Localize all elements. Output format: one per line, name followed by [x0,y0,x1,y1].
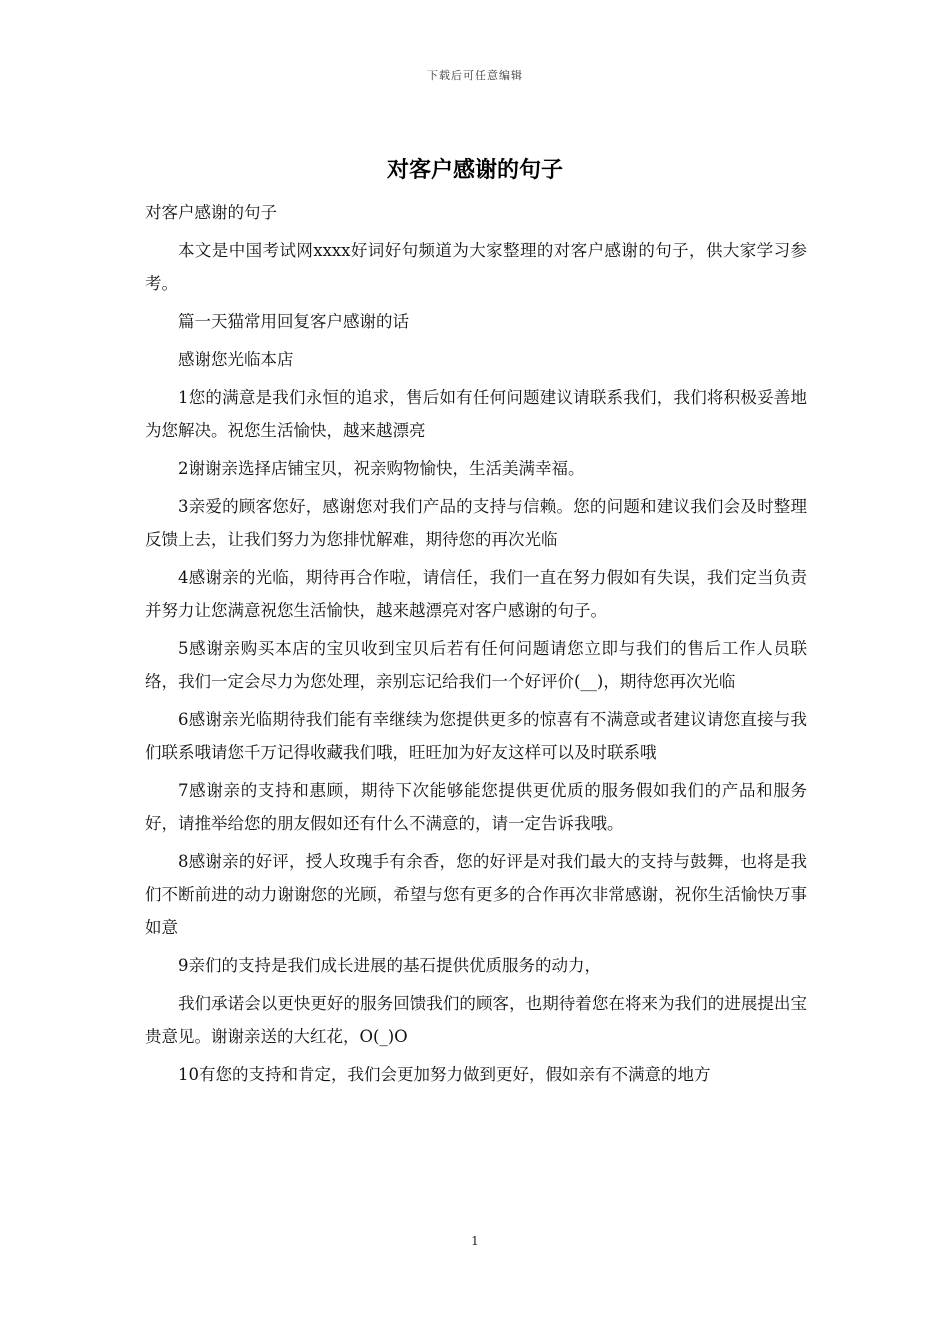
paragraph-item-6: 6感谢亲光临期待我们能有幸继续为您提供更多的惊喜有不满意或者建议请您直接与我们联系哦请您千万记得收藏我们哦，旺旺加为好友这样可以及时联系哦 [145,710,807,762]
paragraph-section-heading: 篇一天猫常用回复客户感谢的话 [178,312,409,331]
paragraph-item-7: 7感谢亲的支持和惠顾，期待下次能够能您提供更优质的服务假如我们的产品和服务好，请推举给您的朋友假如还有什么不满意的，请一定告诉我哦。 [145,781,807,833]
document-title: 对客户感谢的句子 [386,157,563,183]
document-body [145,196,807,1096]
paragraph-intro: 本文是中国考试网xxxx好词好句频道为大家整理的对客户感谢的句子，供大家学习参考。 [145,241,807,293]
page-number: 1 [471,1234,479,1248]
paragraph-item-8: 8感谢亲的好评，授人玫瑰手有余香，您的好评是对我们最大的支持与鼓舞，也将是我们不断前进的动力谢谢您的光顾，希望与您有更多的合作再次非常感谢，祝你生活愉快万事如意 [145,852,807,937]
paragraph-item-4: 4感谢亲的光临，期待再合作啦，请信任，我们一直在努力假如有失误，我们定当负责并努力让您满意祝您生活愉快，越来越漂亮对客户感谢的句子。 [145,568,807,620]
header-note: 下载后可任意编辑 [427,69,523,82]
paragraph-item-9-continued: 我们承诺会以更快更好的服务回馈我们的顾客，也期待着您在将来为我们的进展提出宝贵意见。谢谢亲送的大红花，O(_)O [145,994,807,1046]
paragraph-item-10: 10有您的支持和肯定，我们会更加努力做到更好，假如亲有不满意的地方 [178,1065,711,1084]
paragraph-item-1: 1您的满意是我们永恒的追求，售后如有任何问题建议请联系我们，我们将积极妥善地为您解决。祝您生活愉快，越来越漂亮 [145,388,807,440]
paragraph-item-2: 2谢谢亲选择店铺宝贝，祝亲购物愉快，生活美满幸福。 [178,459,585,478]
paragraph-greeting: 感谢您光临本店 [178,350,294,369]
paragraph-item-9: 9亲们的支持是我们成长进展的基石提供优质服务的动力， [178,956,601,975]
paragraph-item-3: 3亲爱的顾客您好，感谢您对我们产品的支持与信赖。您的问题和建议我们会及时整理反馈上去，让我们努力为您排忧解难，期待您的再次光临 [145,497,807,549]
paragraph-subtitle: 对客户感谢的句子 [145,203,277,222]
paragraph-item-5: 5感谢亲购买本店的宝贝收到宝贝后若有任何问题请您立即与我们的售后工作人员联络，我们一定会尽力为您处理，亲别忘记给我们一个好评价(__)，期待您再次光临 [145,639,807,691]
